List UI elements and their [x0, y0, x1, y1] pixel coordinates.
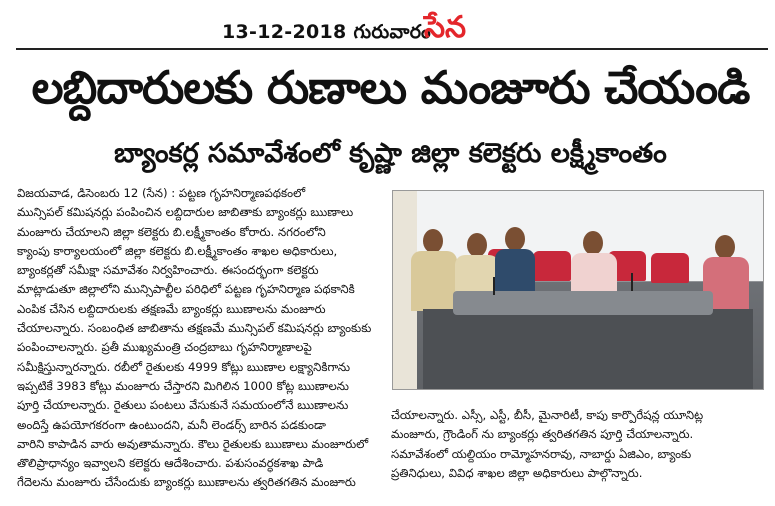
photo-microphone — [631, 273, 633, 291]
photo-chair — [533, 251, 571, 281]
body-line: అందిస్తే ఉపయోగకరంగా ఉంటుందని, మనీ లెండర్స్ బారిన పడకుండా — [17, 417, 326, 432]
newspaper-logo: సేన — [424, 10, 467, 45]
body-line: ఎంపిక చేసిన లబ్దిదారులకు తక్షణమే బ్యాంకర్లు ఋణాలను మంజూరు — [17, 301, 326, 316]
body-line: మంజూరు చేయాలని జిల్లా కలెక్టరు బి.లక్ష్మీకాంతం కోరారు. నగరంలోని — [17, 224, 326, 239]
body-line: గేదెలను మంజూరు చేసేందుకు బ్యాంకర్లు ఋణాలను త్వరితగతిన మంజూరు — [17, 475, 356, 490]
body-line: చేయాలన్నారు. ఎస్సీ, ఎస్టీ, బీసీ, మైనారిటీ, కాపు కార్పొరేషన్ల యూనిట్ల — [391, 408, 704, 422]
body-line: క్యాంపు కార్యాలయంలో జిల్లా కలెక్టరు బి.లక్ష్మీకాంతం శాఖల అధికారులు, — [17, 243, 338, 258]
body-line: మున్సిపల్ కమిషనర్లు పంపించిన లబ్దిదారుల జాబితాకు బ్యాంకర్లు ఋణాలు — [17, 205, 354, 220]
body-line: పూర్తి చేయాలన్నారు. రైతులు పంటలు వేసుకునే సమయంలోనే ఋణాలను — [17, 398, 349, 413]
date-line: 13-12-2018 గురువారం — [222, 21, 431, 43]
body-line: వారిని కాపాడిన వారు అవుతామన్నారు. కౌలు రైతులకు ఋణాలు మంజూరులో — [17, 436, 369, 451]
body-line: సమీక్షిస్తున్నారన్నారు. రబీలో రైతులకు 4999 కోట్లు ఋణాల లక్ష్యానికిగాను — [17, 359, 351, 374]
body-line: సమావేశంలో యల్దియం రామ్మోహనరావు, నాబార్డు ఏజిఎం, బ్యాంకు — [391, 446, 692, 461]
body-line: ఇప్పటికే 3983 కోట్లు మంజూరు చేస్తారని మిగిలిన 1000 కోట్ల ఋణాలను — [17, 378, 349, 393]
article-body-left — [17, 184, 380, 493]
body-line: తొలిప్రాధాన్యం ఇవ్వాలని కలెక్టరు ఆదేశించారు. పశుసంవర్ధకశాఖ పాడి — [17, 456, 324, 471]
meeting-photo — [392, 190, 764, 390]
photo-table — [423, 309, 753, 389]
subheadline: బ్యాంకర్ల సమావేశంలో కృష్ణా జిల్లా కలెక్టరు లక్ష్మీకాంతం — [114, 138, 667, 169]
headline: లబ్దిదారులకు రుణాలు మంజూరు చేయండి — [31, 61, 750, 114]
body-line: మంజూరు, గ్రౌండింగ్ ను బ్యాంకర్లు త్వరితగతిన పూర్తి చేయాలన్నారు. — [391, 427, 694, 442]
body-line: విజయవాడ, డిసెంబరు 12 (సేన) : పట్టణ గృహనిర్మాణపథకంలో — [17, 186, 306, 200]
masthead — [0, 12, 775, 46]
article-body-right — [391, 406, 761, 483]
photo-microphone — [493, 277, 495, 295]
photo-table-top — [453, 291, 713, 315]
photo-chair — [651, 253, 689, 283]
masthead-rule — [16, 48, 768, 50]
body-line: మాట్లాడుతూ జిల్లాలోని మున్సిపాల్టీల పరిధిలో పట్టణ గృహనిర్మాణ పథకానికి — [17, 282, 355, 297]
body-line: ప్రతినిధులు, వివిధ శాఖల జిల్లా అధికారులు పాల్గొన్నారు. — [391, 465, 643, 480]
body-line: చేయాలన్నారు. సంబంధిత జాబితాను తక్షణమే మున్సిపల్ కమిషనర్లు బ్యాంకుకు — [17, 321, 372, 336]
body-line: బ్యాంకర్లతో సమీక్షా సమావేశం నిర్వహించారు. ఈసందర్భంగా కలెక్టరు — [17, 263, 319, 278]
body-line: పంపించాలన్నారు. ప్రతీ ముఖ్యమంత్రి చంద్రబాబు గృహనిర్మాణాలపై — [17, 340, 312, 355]
